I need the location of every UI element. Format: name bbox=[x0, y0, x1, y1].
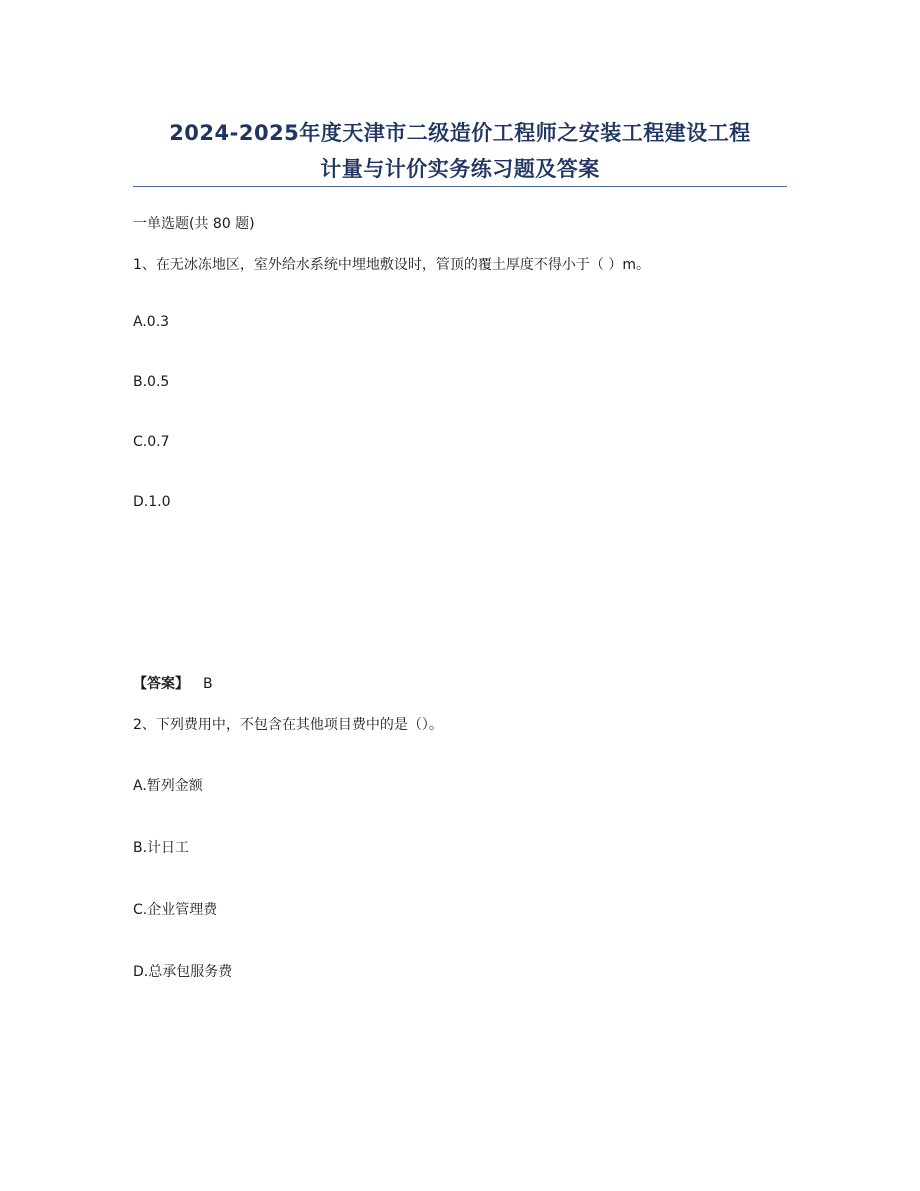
question-1-option-b: B.0.5 bbox=[133, 374, 170, 390]
question-1-option-c: C.0.7 bbox=[133, 434, 170, 450]
document-title-line-1: 2024-2025年度天津市二级造价工程师之安装工程建设工程 bbox=[169, 121, 751, 145]
question-2-option-d: D.总承包服务费 bbox=[133, 964, 233, 980]
title-divider bbox=[133, 186, 787, 187]
question-2-option-b: B.计日工 bbox=[133, 840, 190, 856]
question-1-option-d: D.1.0 bbox=[133, 494, 171, 510]
question-2-option-c: C.企业管理费 bbox=[133, 902, 218, 918]
answer-value: B bbox=[203, 676, 213, 692]
question-2-option-a: A.暂列金额 bbox=[133, 778, 203, 794]
section-header: 一单选题(共 80 题) bbox=[133, 216, 255, 232]
question-2-text: 2、下列费用中，不包含在其他项目费中的是（）。 bbox=[133, 717, 443, 733]
question-1-answer bbox=[133, 673, 213, 693]
document-title-line-2: 计量与计价实务练习题及答案 bbox=[320, 157, 600, 181]
question-1-option-a: A.0.3 bbox=[133, 314, 170, 330]
answer-label: 【答案】 bbox=[133, 676, 189, 692]
question-1-text: 1、在无冰冻地区，室外给水系统中埋地敷设时，管顶的覆土厚度不得小于（ ）m。 bbox=[133, 257, 650, 273]
